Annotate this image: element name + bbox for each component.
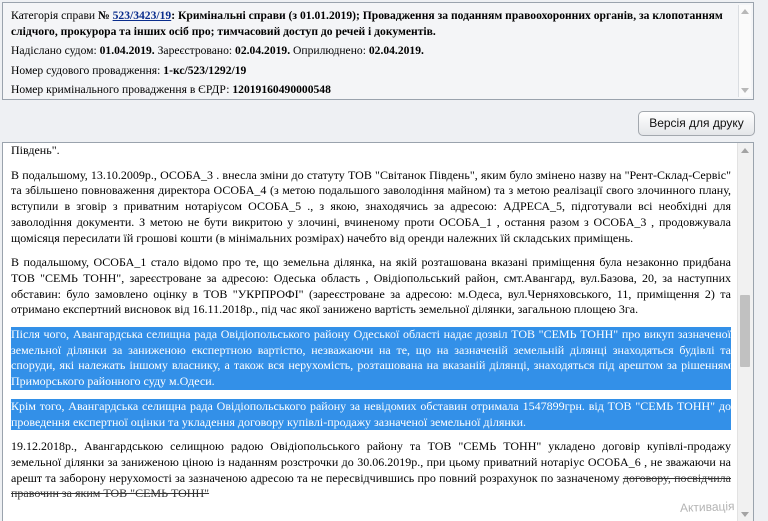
case-dates: Надіслано судом: 01.04.2019. Зареєстровано: 02.04.2019. Оприлюднено: 02.04.2019. (11, 44, 424, 57)
scroll-down-icon[interactable] (741, 88, 749, 93)
scroll-down-icon[interactable] (741, 512, 749, 517)
header-scrollbar[interactable] (738, 5, 751, 97)
print-version-button[interactable]: Версія для друку (638, 111, 755, 136)
published-date: 02.04.2019. (368, 44, 424, 57)
paragraph: Південь". (11, 143, 60, 157)
scroll-up-icon[interactable] (741, 9, 749, 14)
court-proceeding-number: Номер судового провадження: 1-кс/523/1292/19 (11, 63, 247, 77)
case-category: Категорія справи № 523/3423/19: Кримінальні справи (з 01.01.2019); Провадження за поданням правоохоронних органів, за клопотанням слідчого, прокурора та інших осіб про; тимчасовий доступ до речей і документів. (11, 9, 723, 38)
erdr-number: Номер кримінального провадження в ЄРДР: 12019160490000548 (11, 83, 331, 96)
category-text: : Кримінальні справи (з 01.01.2019); Провадження за поданням правоохоронних органів, за клопотанням слідчого, прокурора та інших осіб про; тимчасовий доступ до речей і документів. (11, 9, 723, 38)
document-viewer[interactable] (2, 142, 754, 521)
scrollbar-thumb[interactable] (740, 295, 750, 367)
case-info-panel (2, 2, 754, 100)
selected-paragraph: Після чого, Авангардська селищна рада Овідіопольського району Одеської області надає дозвіл ТОВ "СЕМЬ ТОНН" про викуп зазначеної земельної ділянки за заниженою експертною вартістю, незважаючи на те, що на зазначеній земельній ділянці знаходяться будівлі та споруди, які належать іншому власнику, а також вся нерухомість, розташована на вказаній ділянці, знаходяться під арештом за рішенням Приморського районного суду м.Одеси. (11, 327, 731, 389)
sent-date: 01.04.2019. (99, 44, 155, 57)
case-number-link[interactable]: 523/3423/19 (112, 9, 172, 22)
paragraph: 19.12.2018р., Авангардською селищною радою Овідіопольського району та ТОВ "СЕМЬ ТОНН" укладено договір купівлі-продажу земельної ділянки за заниженою ціною із наданням розстрочки до 30.06.2019р., при цьому приватний нотаріус ОСОБА_6 , не зважаючи на арешт та заборону нерухомості за зазначеною адресою та не пересвідчившись про повний розрахунок по зазначеному договору, посвідчила правочин за яким ТОВ "СЕМЬ ТОНН" (11, 439, 731, 501)
paragraph: В подальшому, 13.10.2009р., ОСОБА_3 . внесла зміни до статуту ТОВ "Світанок Південь", яким було змінено назву на "Рент-Склад-Сервіс" та збільшено повноваження директора ОСОБА_4 (з метою подальшого заволодіння майном) та з метою реалізації свого злочинного плану, вступили в зговір з приватним нотаріусом ОСОБА_5 ., з якою, знаходячись за адресою: АДРЕСА_5, підготували всі необхідні для заволодіння документи. З метою не бути викритою у злочині, вчиненому проти ОСОБА_1 , остання разом з ОСОБА_3 , продовжувала щомісяця пересилати їй грошові кошти (в мінімальних розмірах) начебто від оренди належних їй складських приміщень. (11, 167, 731, 245)
scroll-up-icon[interactable] (741, 148, 749, 153)
selected-paragraph: Крім того, Авангардська селищна рада Овідіопольського району за невідомих обставин отримала 1547899грн. від ТОВ "СЕМЬ ТОНН" до проведення експертної оцінки та укладення договору купівлі-продажу зазначеної земельної ділянки. (11, 398, 731, 429)
document-scrollbar[interactable] (737, 143, 753, 521)
registered-date: 02.04.2019. (235, 44, 291, 57)
activation-watermark: Активація (679, 499, 735, 515)
document-text (11, 143, 731, 511)
category-label: Категорія справи (11, 9, 96, 22)
paragraph: В подальшому, ОСОБА_1 стало відомо про те, що земельна ділянка, на якій розташована вказані приміщення була незаконно придбана ТОВ "СЕМЬ ТОНН", зареєстроване за адресою: Одеська область , Овідіопольський район, смт.Авангард, вул.Базова, 20, за наступних обставин: було замовлено оцінку в ТОВ "УКРПРОФІ" (зареєстроване за адресою: м.Одеса, вул.Черняховського, 11, приміщення 2) та отримано експертний висновок від 16.11.2018р., під час якої занижено вартість земельної ділянки, загальною площею 3га. (11, 255, 731, 317)
